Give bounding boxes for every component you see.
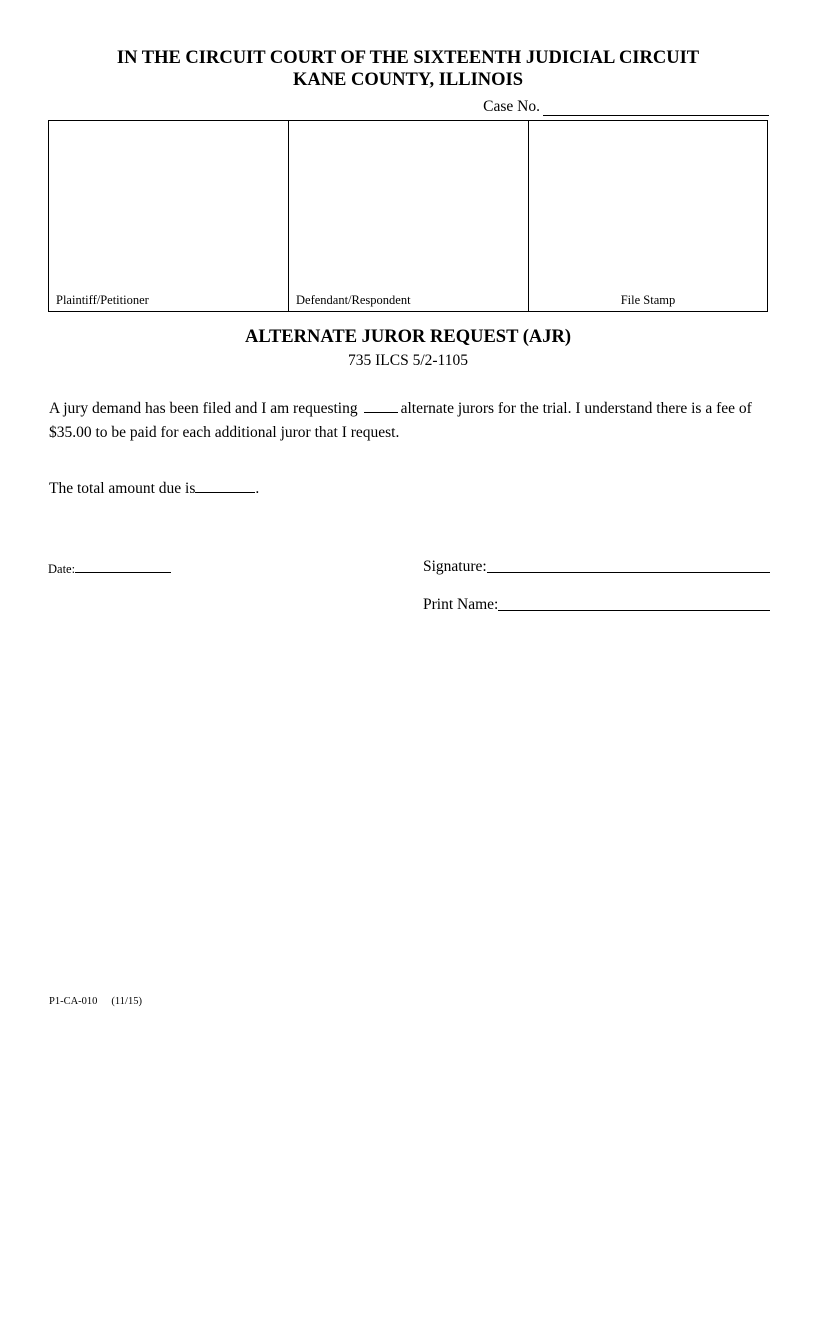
date-row bbox=[48, 562, 171, 577]
date-label: Date: bbox=[48, 562, 76, 576]
form-footer bbox=[49, 996, 142, 1007]
file-stamp-label: File Stamp bbox=[620, 293, 676, 307]
total-amount-field[interactable] bbox=[195, 482, 255, 493]
signature-field[interactable] bbox=[487, 572, 770, 573]
print-name-label: Print Name: bbox=[423, 596, 499, 613]
court-heading-line-1: IN THE CIRCUIT COURT OF THE SIXTEENTH JUDICIAL CIRCUIT bbox=[116, 48, 700, 68]
plaintiff-label: Plaintiff/Petitioner bbox=[56, 293, 149, 307]
print-name-field[interactable] bbox=[498, 610, 770, 611]
juror-count-field[interactable] bbox=[364, 402, 398, 413]
form-code: P1-CA-010 bbox=[49, 996, 98, 1007]
total-amount-label: The total amount due is bbox=[49, 480, 196, 497]
signature-row bbox=[423, 558, 770, 576]
court-heading-line-2: KANE COUNTY, ILLINOIS bbox=[292, 70, 524, 90]
statute-citation: 735 ILCS 5/2-1105 bbox=[348, 352, 468, 369]
form-revision: (11/15) bbox=[111, 996, 142, 1007]
caption-box bbox=[48, 120, 768, 312]
plaintiff-cell[interactable] bbox=[49, 121, 289, 311]
request-text-after: alternate jurors for the trial. I understand there is a fee of $35.00 to be paid for each additional juror that I request. bbox=[49, 400, 752, 441]
request-paragraph bbox=[49, 397, 773, 445]
print-name-row bbox=[423, 596, 770, 614]
form-title: ALTERNATE JUROR REQUEST (AJR) bbox=[244, 327, 572, 347]
total-amount-row bbox=[49, 480, 259, 498]
case-number-label: Case No. bbox=[483, 98, 540, 115]
defendant-label: Defendant/Respondent bbox=[296, 293, 411, 307]
total-amount-period: . bbox=[255, 480, 260, 497]
signature-label: Signature: bbox=[423, 558, 487, 575]
date-field[interactable] bbox=[75, 564, 171, 573]
file-stamp-cell bbox=[529, 121, 767, 311]
request-text-before: A jury demand has been filed and I am requesting bbox=[49, 400, 358, 417]
case-number-field[interactable] bbox=[543, 115, 769, 116]
defendant-cell[interactable] bbox=[289, 121, 529, 311]
